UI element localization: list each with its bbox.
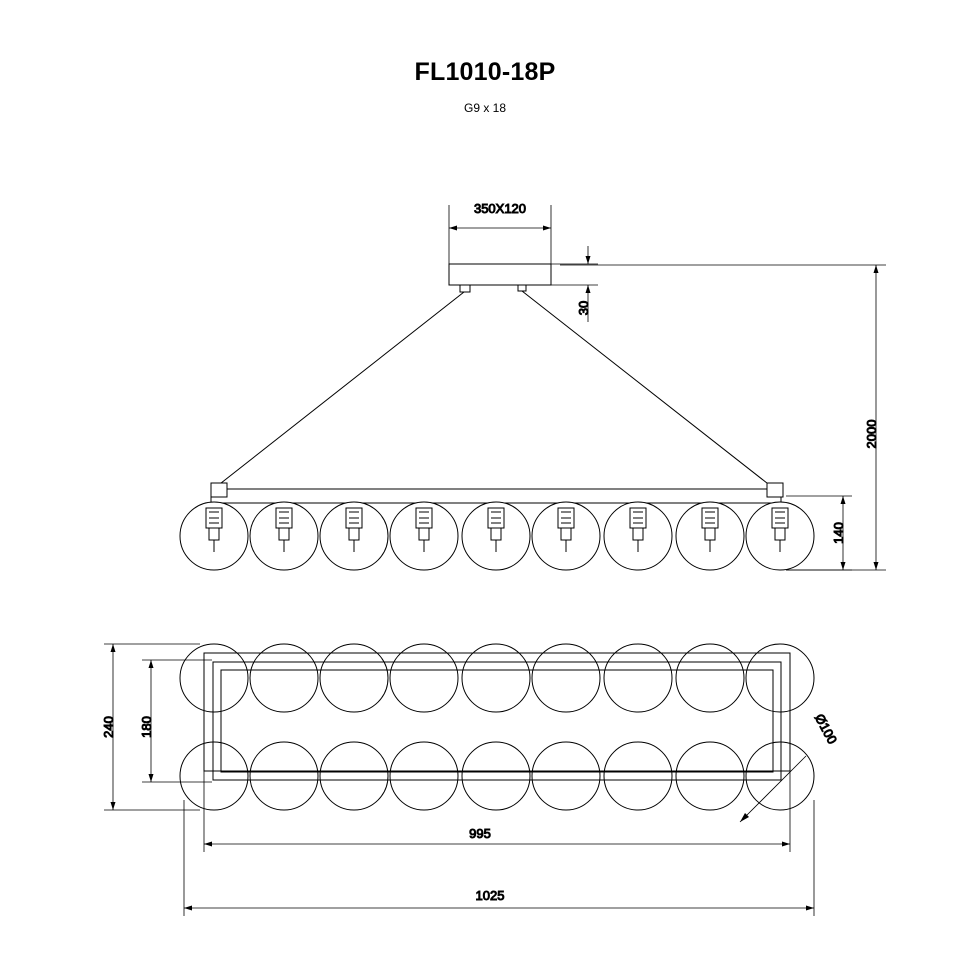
dim-label-canopy-size: 350X120 (473, 201, 527, 216)
globe-row-front (180, 502, 814, 570)
dim-label-drop-height: 2000 (864, 419, 879, 449)
dim-label-shade-height: 140 (831, 522, 846, 544)
dim-label-frame-length-inner: 995 (469, 826, 491, 841)
page-title: FL1010-18P (414, 58, 556, 86)
dim-label-canopy-height: 30 (576, 300, 591, 316)
ceiling-canopy (449, 264, 551, 292)
dim-label-plan-depth-inner: 180 (139, 716, 154, 738)
suspension-cables (216, 291, 772, 487)
dim-label-plan-depth-outer: 240 (101, 716, 116, 738)
frame-bar (211, 483, 783, 503)
globe-row-plan-top (180, 644, 814, 712)
dim-label-frame-length-outer: 1025 (475, 888, 505, 903)
dim-label-globe-diameter: Ø100 (811, 711, 841, 747)
globe-row-plan-bottom (180, 742, 814, 810)
page-subtitle: G9 x 18 (463, 101, 507, 115)
